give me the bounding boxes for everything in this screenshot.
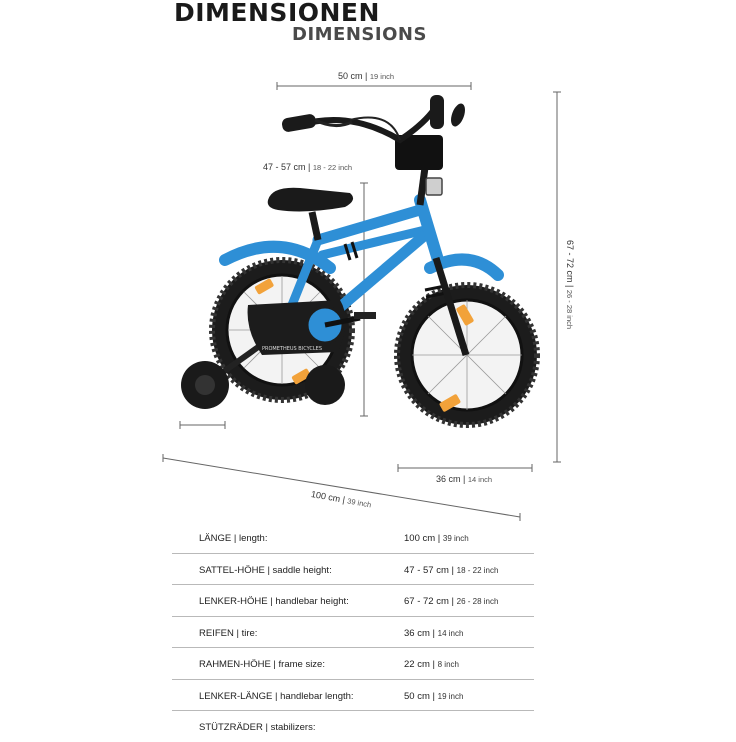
handlebar bbox=[300, 100, 440, 140]
spec-row-handlebar-height bbox=[172, 585, 534, 617]
spec-value: 22 cm | 8 inch bbox=[404, 659, 459, 670]
pedal bbox=[354, 312, 376, 319]
length-dimension-line bbox=[163, 458, 520, 517]
spec-label: LENKER-LÄNGE | handlebar length: bbox=[199, 690, 354, 702]
length-dimension-label: 100 cm | 39 inch bbox=[310, 489, 372, 510]
left-grip bbox=[281, 113, 317, 133]
saddle bbox=[268, 188, 353, 212]
spec-row-tire bbox=[172, 617, 534, 649]
spec-row-frame-size bbox=[172, 648, 534, 680]
height-dimension-label: 67 - 72 cm | 26 - 28 inch bbox=[565, 240, 575, 330]
title-english: DIMENSIONS bbox=[292, 24, 427, 45]
spec-value: 67 - 72 cm | 26 - 28 inch bbox=[404, 596, 499, 607]
spec-row-stabilizers bbox=[172, 711, 534, 742]
spec-value: 47 - 57 cm | 18 - 22 inch bbox=[404, 564, 499, 576]
chain-guard-brand: PROMETHEUS BICYCLES bbox=[262, 346, 322, 352]
spec-label: SATTEL-HÖHE | saddle height: bbox=[199, 564, 332, 576]
headlight bbox=[426, 178, 442, 195]
spec-label: LENKER-HÖHE | handlebar height: bbox=[199, 596, 349, 607]
spec-label: STÜTZRÄDER | stabilizers: bbox=[199, 722, 316, 733]
wheel-dimension-label: 36 cm | 14 inch bbox=[436, 474, 493, 484]
spec-value: 50 cm | 19 inch bbox=[404, 690, 464, 702]
specification-table bbox=[172, 522, 534, 742]
spec-value: 36 cm | 14 inch bbox=[404, 627, 464, 639]
spec-value: 100 cm | 39 inch bbox=[404, 533, 469, 544]
spec-row-length bbox=[172, 522, 534, 554]
title-german: DIMENSIONEN bbox=[174, 0, 380, 27]
spec-label: RAHMEN-HÖHE | frame size: bbox=[199, 659, 325, 670]
spec-row-handlebar-length bbox=[172, 680, 534, 712]
saddle-dimension-label: 47 - 57 cm | 18 - 22 inch bbox=[263, 162, 353, 172]
seat-post bbox=[312, 212, 318, 240]
spec-label: LÄNGE | length: bbox=[199, 533, 268, 544]
spec-row-saddle-height bbox=[172, 554, 534, 586]
width-dimension-label: 50 cm | 19 inch bbox=[338, 71, 395, 81]
right-grip bbox=[430, 95, 444, 129]
front-wheel bbox=[397, 285, 537, 425]
spec-label: REIFEN | tire: bbox=[199, 627, 258, 639]
